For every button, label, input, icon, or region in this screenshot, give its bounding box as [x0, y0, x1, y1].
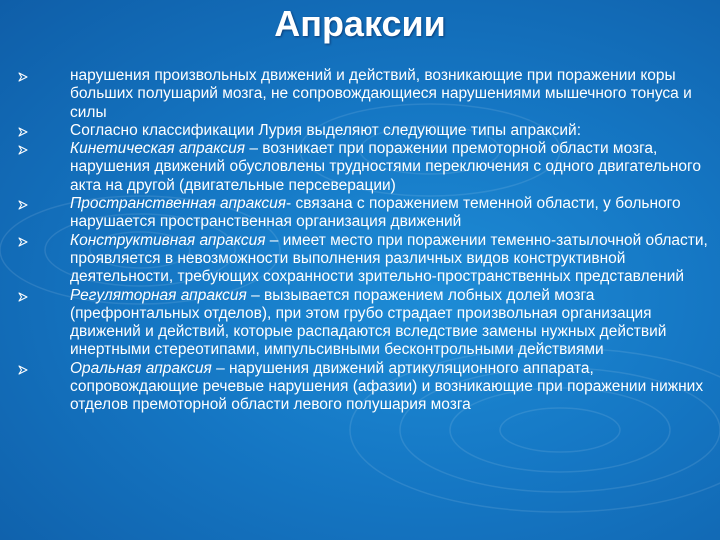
bullet-term: Регуляторная апраксия	[70, 286, 247, 304]
bullet-term: Конструктивная апраксия	[70, 231, 266, 249]
arrowhead-bullet-icon	[18, 200, 28, 210]
arrowhead-bullet-icon	[18, 365, 28, 375]
bullet-text: - связана с поражением теменной области, у больного нарушается пространственная организация движений	[70, 195, 681, 231]
bullet-text: – имеет место при поражении теменно-затылочной области, проявляется в невозможности выполнения различных видов конструктивной деятельности, требующих сохранности зрительно-пространственных представлений	[70, 231, 708, 286]
arrowhead-bullet-icon	[18, 145, 28, 155]
bullet-term: Пространственная апраксия	[70, 195, 287, 213]
slide-title: Апраксии	[274, 3, 446, 44]
bullet-item	[18, 140, 708, 195]
bullet-text: Согласно классификации Лурия выделяют следующие типы апраксий:	[70, 121, 582, 139]
arrowhead-bullet-icon	[18, 292, 28, 302]
bullet-item	[18, 67, 708, 122]
bullet-term: Оральная апраксия	[70, 359, 212, 377]
bullet-text: – вызывается поражением лобных долей мозга (префронтальных отделов), при этом грубо страдает произвольная организация движений и действий, которые распадаются вследствие замены нужных действий инертными стереотипами, импульсивными бесконтрольными действиями	[70, 286, 667, 359]
arrowhead-bullet-icon	[18, 127, 28, 137]
bullet-item	[18, 360, 708, 415]
bullet-text: – нарушения движений артикуляционного аппарата, сопровождающие речевые нарушения (афазии) и возникающие при поражении нижних отделов премоторной области левого полушария мозга	[70, 359, 704, 414]
arrowhead-bullet-icon	[18, 237, 28, 247]
bullet-text: нарушения произвольных движений и действий, возникающие при поражении коры больших полушарий мозга, не сопровождающиеся нарушениями мышечного тонуса и силы	[70, 67, 692, 121]
arrowhead-bullet-icon	[18, 72, 28, 82]
bullet-item	[18, 287, 708, 360]
bullet-term: Кинетическая апраксия	[70, 140, 246, 158]
bullet-item	[18, 195, 708, 232]
bullet-list	[18, 67, 708, 415]
bullet-text: – возникает при поражении премоторной области мозга, нарушения движений обусловлены трудностями переключения с одного двигательного акта на другой (двигательные персеверации)	[70, 140, 701, 194]
bullet-item	[18, 122, 708, 140]
bullet-item	[18, 232, 708, 287]
